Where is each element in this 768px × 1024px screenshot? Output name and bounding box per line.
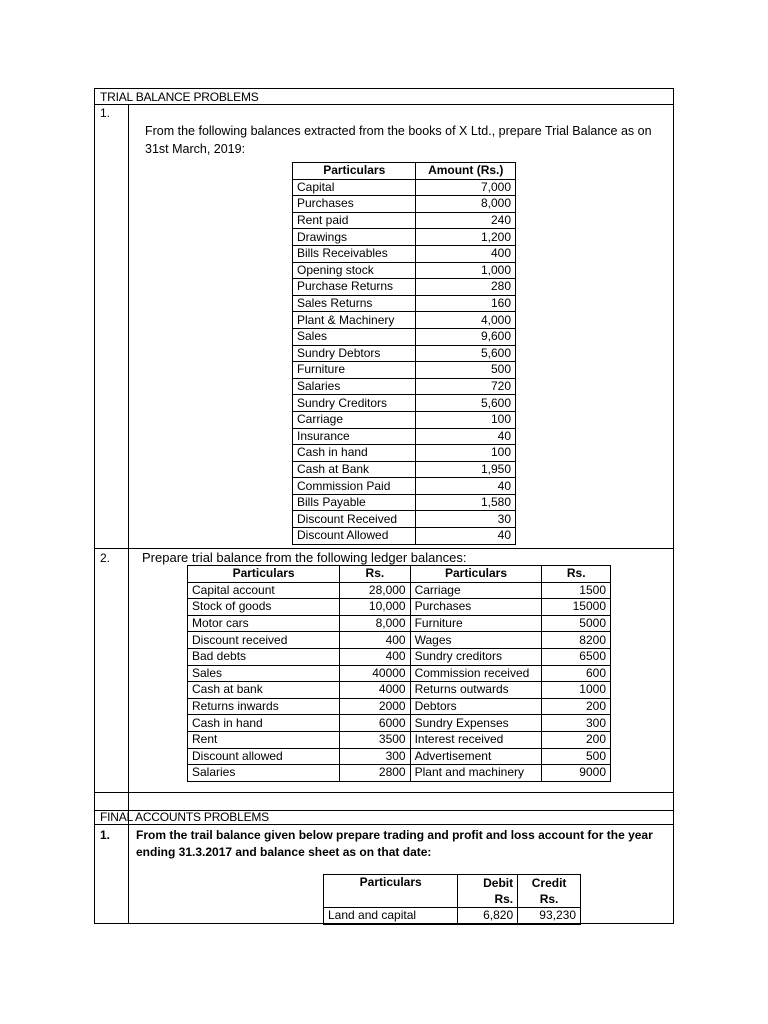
particulars-cell: Purchases bbox=[293, 196, 416, 213]
amount-cell: 400 bbox=[416, 245, 516, 262]
particulars-cell: Salaries bbox=[293, 378, 416, 395]
particulars-cell: Cash in hand bbox=[293, 445, 416, 462]
amount-cell: 40 bbox=[416, 428, 516, 445]
problem-intro-line1: From the following balances extracted from the books of X Ltd., prepare Trial Balance as on bbox=[145, 124, 652, 138]
particulars-cell: Rent paid bbox=[293, 212, 416, 229]
amount-cell: 9000 bbox=[542, 765, 611, 782]
table-row bbox=[188, 765, 611, 782]
particulars-cell: Sales bbox=[188, 665, 340, 682]
amount-cell: 8,000 bbox=[340, 615, 410, 632]
amount-cell: 300 bbox=[542, 715, 611, 732]
problem-number: 1. bbox=[100, 828, 111, 842]
table-row bbox=[293, 494, 516, 511]
amount-cell: 40000 bbox=[340, 665, 410, 682]
particulars-cell: Wages bbox=[410, 632, 542, 649]
column-header-particulars: Particulars bbox=[324, 875, 458, 908]
amount-cell: 4,000 bbox=[416, 312, 516, 329]
particulars-cell: Capital account bbox=[188, 582, 340, 599]
particulars-cell: Motor cars bbox=[188, 615, 340, 632]
amount-cell: 500 bbox=[542, 748, 611, 765]
number-column-divider bbox=[128, 104, 129, 924]
amount-cell: 3500 bbox=[340, 731, 410, 748]
debit-label: Debit bbox=[483, 876, 514, 890]
amount-cell: 6500 bbox=[542, 648, 611, 665]
row-divider bbox=[94, 792, 674, 793]
amount-cell: 1,950 bbox=[416, 461, 516, 478]
amount-cell: 28,000 bbox=[340, 582, 410, 599]
table-row bbox=[188, 648, 611, 665]
amount-cell: 5,600 bbox=[416, 345, 516, 362]
particulars-cell: Cash at Bank bbox=[293, 461, 416, 478]
particulars-cell: Drawings bbox=[293, 229, 416, 246]
particulars-cell: Sundry creditors bbox=[410, 648, 542, 665]
table-row bbox=[293, 229, 516, 246]
table-row bbox=[293, 511, 516, 528]
problem-number: 1. bbox=[100, 106, 111, 120]
table-row bbox=[293, 212, 516, 229]
particulars-cell: Bills Payable bbox=[293, 494, 416, 511]
column-header-amount: Amount (Rs.) bbox=[416, 163, 516, 180]
particulars-cell: Capital bbox=[293, 179, 416, 196]
table-row bbox=[188, 698, 611, 715]
amount-cell: 160 bbox=[416, 295, 516, 312]
column-header-credit bbox=[518, 875, 581, 908]
amount-cell: 10,000 bbox=[340, 599, 410, 616]
problem-intro-line2: 31st March, 2019: bbox=[145, 142, 246, 156]
particulars-cell: Discount Allowed bbox=[293, 528, 416, 545]
table-row bbox=[293, 295, 516, 312]
particulars-cell: Discount allowed bbox=[188, 748, 340, 765]
particulars-cell: Interest received bbox=[410, 731, 542, 748]
table-row bbox=[293, 279, 516, 296]
table-row bbox=[293, 196, 516, 213]
amount-cell: 280 bbox=[416, 279, 516, 296]
amount-cell: 15000 bbox=[542, 599, 611, 616]
trial-balance-table-1 bbox=[292, 162, 516, 545]
table-row bbox=[293, 528, 516, 545]
amount-cell: 30 bbox=[416, 511, 516, 528]
problem-intro-line1: From the trail balance given below prepare trading and profit and loss account for the year bbox=[136, 828, 653, 842]
table-row bbox=[293, 362, 516, 379]
particulars-cell: Plant & Machinery bbox=[293, 312, 416, 329]
amount-cell: 200 bbox=[542, 698, 611, 715]
frame-left-border bbox=[94, 88, 95, 924]
particulars-cell: Insurance bbox=[293, 428, 416, 445]
amount-cell: 600 bbox=[542, 665, 611, 682]
amount-cell: 500 bbox=[416, 362, 516, 379]
table-row bbox=[324, 908, 581, 925]
table-row bbox=[293, 378, 516, 395]
particulars-cell: Sundry Expenses bbox=[410, 715, 542, 732]
amount-cell: 1,000 bbox=[416, 262, 516, 279]
table-row bbox=[188, 582, 611, 599]
table-row bbox=[293, 262, 516, 279]
column-header-particulars: Particulars bbox=[410, 566, 542, 583]
column-header-rs: Rs. bbox=[340, 566, 410, 583]
amount-cell: 5000 bbox=[542, 615, 611, 632]
amount-cell: 7,000 bbox=[416, 179, 516, 196]
particulars-cell: Plant and machinery bbox=[410, 765, 542, 782]
column-header-particulars: Particulars bbox=[188, 566, 340, 583]
amount-cell: 240 bbox=[416, 212, 516, 229]
particulars-cell: Purchases bbox=[410, 599, 542, 616]
particulars-cell: Bad debts bbox=[188, 648, 340, 665]
credit-unit: Rs. bbox=[539, 892, 559, 906]
table-row bbox=[188, 599, 611, 616]
particulars-cell: Carriage bbox=[410, 582, 542, 599]
column-header-rs: Rs. bbox=[542, 566, 611, 583]
table-row bbox=[188, 715, 611, 732]
amount-cell: 2800 bbox=[340, 765, 410, 782]
amount-cell: 1000 bbox=[542, 682, 611, 699]
table-row bbox=[188, 731, 611, 748]
particulars-cell: Cash at bank bbox=[188, 682, 340, 699]
amount-cell: 40 bbox=[416, 478, 516, 495]
particulars-cell: Commission received bbox=[410, 665, 542, 682]
problem-number: 2. bbox=[100, 551, 111, 565]
table-row bbox=[293, 478, 516, 495]
amount-cell: 6,820 bbox=[458, 908, 518, 925]
table-row bbox=[293, 395, 516, 412]
final-accounts-table bbox=[323, 874, 581, 925]
amount-cell: 720 bbox=[416, 378, 516, 395]
table-row bbox=[293, 179, 516, 196]
amount-cell: 300 bbox=[340, 748, 410, 765]
column-header-debit bbox=[458, 875, 518, 908]
amount-cell: 100 bbox=[416, 411, 516, 428]
particulars-cell: Sales Returns bbox=[293, 295, 416, 312]
particulars-cell: Rent bbox=[188, 731, 340, 748]
table-row bbox=[293, 411, 516, 428]
particulars-cell: Furniture bbox=[410, 615, 542, 632]
amount-cell: 5,600 bbox=[416, 395, 516, 412]
table-row bbox=[188, 665, 611, 682]
particulars-cell: Discount received bbox=[188, 632, 340, 649]
amount-cell: 1,580 bbox=[416, 494, 516, 511]
particulars-cell: Advertisement bbox=[410, 748, 542, 765]
particulars-cell: Returns outwards bbox=[410, 682, 542, 699]
particulars-cell: Purchase Returns bbox=[293, 279, 416, 296]
particulars-cell: Carriage bbox=[293, 411, 416, 428]
amount-cell: 9,600 bbox=[416, 328, 516, 345]
credit-label: Credit bbox=[531, 876, 567, 890]
frame-right-border bbox=[673, 88, 674, 924]
table-row bbox=[293, 312, 516, 329]
amount-cell: 1500 bbox=[542, 582, 611, 599]
particulars-cell: Stock of goods bbox=[188, 599, 340, 616]
particulars-cell: Sundry Debtors bbox=[293, 345, 416, 362]
particulars-cell: Commission Paid bbox=[293, 478, 416, 495]
final-accounts-heading: FINAL ACCOUNTS PROBLEMS bbox=[100, 810, 269, 824]
table-row bbox=[293, 445, 516, 462]
table-row bbox=[293, 461, 516, 478]
row-divider bbox=[94, 104, 674, 105]
table-row bbox=[293, 428, 516, 445]
particulars-cell: Furniture bbox=[293, 362, 416, 379]
particulars-cell: Debtors bbox=[410, 698, 542, 715]
amount-cell: 400 bbox=[340, 648, 410, 665]
particulars-cell: Cash in hand bbox=[188, 715, 340, 732]
table-row bbox=[188, 682, 611, 699]
amount-cell: 8,000 bbox=[416, 196, 516, 213]
table-row bbox=[188, 615, 611, 632]
amount-cell: 200 bbox=[542, 731, 611, 748]
table-row bbox=[293, 245, 516, 262]
problem-intro: Prepare trial balance from the following ledger balances: bbox=[142, 550, 467, 565]
particulars-cell: Discount Received bbox=[293, 511, 416, 528]
debit-unit: Rs. bbox=[494, 892, 514, 906]
table-row bbox=[188, 748, 611, 765]
amount-cell: 6000 bbox=[340, 715, 410, 732]
trial-balance-table-2 bbox=[187, 565, 611, 782]
amount-cell: 1,200 bbox=[416, 229, 516, 246]
trial-balance-heading: TRIAL BALANCE PROBLEMS bbox=[100, 90, 259, 104]
particulars-cell: Sales bbox=[293, 328, 416, 345]
amount-cell: 8200 bbox=[542, 632, 611, 649]
table-row bbox=[188, 632, 611, 649]
table-row bbox=[293, 345, 516, 362]
problem-intro-line2: ending 31.3.2017 and balance sheet as on that date: bbox=[136, 845, 432, 859]
amount-cell: 2000 bbox=[340, 698, 410, 715]
table-row bbox=[293, 328, 516, 345]
row-divider bbox=[94, 824, 674, 825]
amount-cell: 93,230 bbox=[518, 908, 581, 925]
particulars-cell: Salaries bbox=[188, 765, 340, 782]
amount-cell: 4000 bbox=[340, 682, 410, 699]
particulars-cell: Land and capital bbox=[324, 908, 458, 925]
column-header-particulars: Particulars bbox=[293, 163, 416, 180]
frame-top-border bbox=[94, 88, 674, 89]
particulars-cell: Opening stock bbox=[293, 262, 416, 279]
particulars-cell: Bills Receivables bbox=[293, 245, 416, 262]
amount-cell: 40 bbox=[416, 528, 516, 545]
particulars-cell: Returns inwards bbox=[188, 698, 340, 715]
amount-cell: 100 bbox=[416, 445, 516, 462]
particulars-cell: Sundry Creditors bbox=[293, 395, 416, 412]
amount-cell: 400 bbox=[340, 632, 410, 649]
